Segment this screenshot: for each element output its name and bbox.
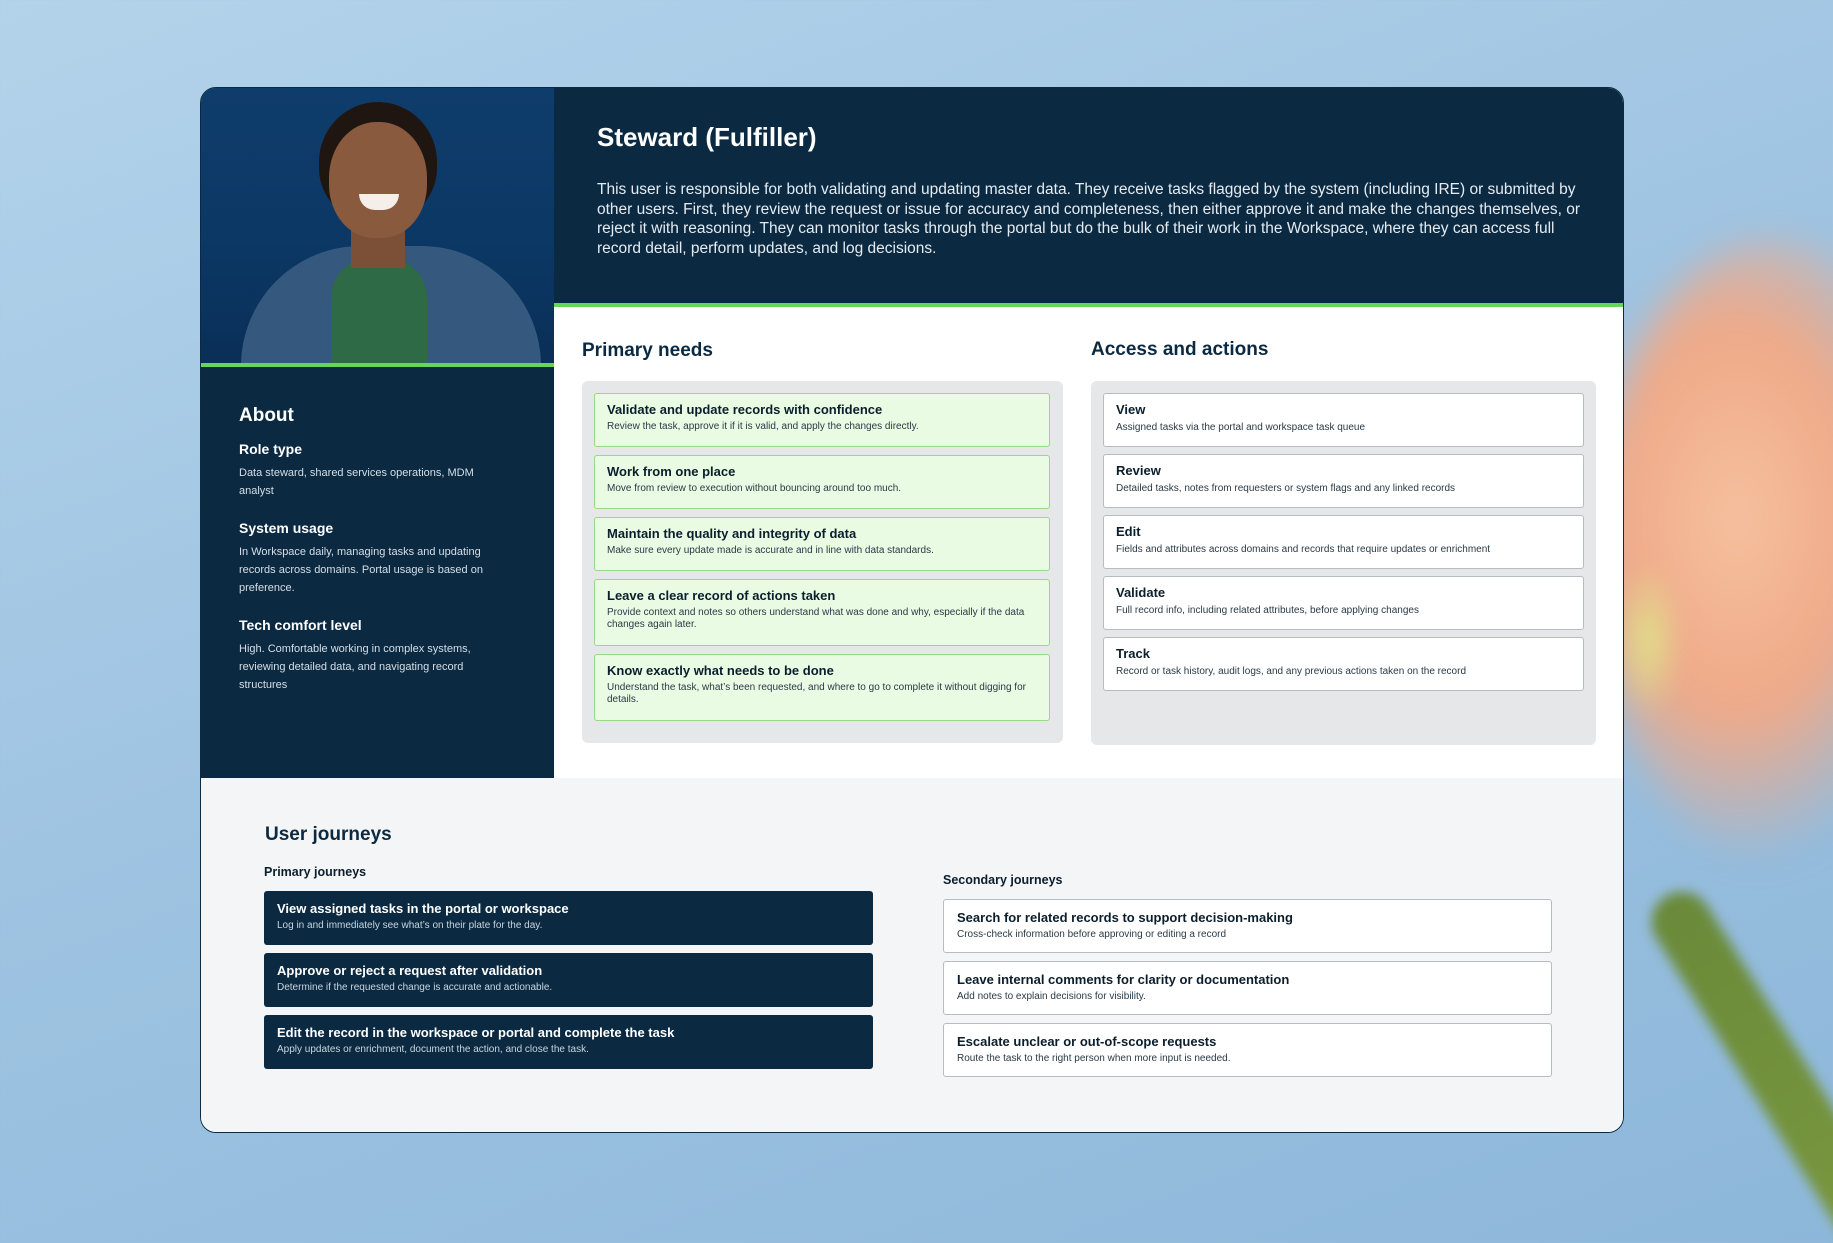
primary-journeys-label: Primary journeys: [264, 865, 367, 879]
need-item: [594, 654, 1050, 721]
role-type-label: Role type: [239, 441, 303, 457]
primary-journey-item: [264, 1015, 873, 1069]
journey-title: Search for related records to support decision-making: [957, 910, 1293, 925]
about-section: [239, 405, 509, 714]
need-title: Know exactly what needs to be done: [607, 663, 834, 678]
user-journeys-heading: User journeys: [265, 824, 392, 845]
journey-desc: Add notes to explain decisions for visibility.: [957, 991, 1146, 1002]
secondary-journey-item: [943, 961, 1552, 1015]
tech-comfort-text: High. Comfortable working in complex systems, reviewing detailed data, and navigating record structures: [239, 643, 471, 691]
access-item-track: [1103, 637, 1584, 691]
access-item-view: [1103, 393, 1584, 447]
need-desc: Understand the task, what’s been requested, and where to go to complete it without digging for details.: [607, 682, 1026, 705]
access-item-edit: [1103, 515, 1584, 569]
primary-journey-item: [264, 891, 873, 945]
primary-needs-list: [582, 381, 1063, 743]
need-item: [594, 455, 1050, 509]
tech-comfort-section: [239, 617, 509, 694]
access-desc: Record or task history, audit logs, and any previous actions taken on the record: [1116, 666, 1467, 677]
system-usage-label: System usage: [239, 520, 334, 536]
tech-comfort-label: Tech comfort level: [239, 617, 362, 633]
role-type-section: [239, 441, 509, 500]
persona-photo: [201, 88, 554, 363]
secondary-journeys-label: Secondary journeys: [943, 873, 1063, 887]
primary-needs-heading: Primary needs: [582, 340, 713, 361]
secondary-journey-item: [943, 1023, 1552, 1077]
access-desc: Full record info, including related attributes, before applying changes: [1116, 605, 1419, 616]
secondary-journey-item: [943, 899, 1552, 953]
journey-title: Escalate unclear or out-of-scope requests: [957, 1034, 1217, 1049]
need-item: [594, 579, 1050, 646]
accent-divider-left: [201, 363, 554, 367]
persona-title: Steward (Fulfiller): [597, 122, 817, 152]
journey-title: Approve or reject a request after validation: [277, 963, 543, 978]
journey-desc: Apply updates or enrichment, document the action, and close the task.: [277, 1044, 589, 1055]
role-type-text: Data steward, shared services operations, MDM analyst: [239, 467, 474, 497]
need-desc: Review the task, approve it if it is valid, and apply the changes directly.: [607, 421, 919, 432]
access-actions-heading: Access and actions: [1091, 339, 1269, 360]
journey-desc: Cross-check information before approving or editing a record: [957, 929, 1227, 940]
access-title: Validate: [1116, 585, 1166, 600]
system-usage-section: [239, 520, 509, 597]
access-desc: Detailed tasks, notes from requesters or system flags and any linked records: [1116, 483, 1456, 494]
background-flower: [1593, 240, 1833, 860]
journey-title: Edit the record in the workspace or portal and complete the task: [277, 1025, 675, 1040]
photo-shirt: [331, 258, 427, 363]
about-heading: About: [239, 405, 294, 426]
journey-desc: Route the task to the right person when more input is needed.: [957, 1053, 1231, 1064]
access-title: Track: [1116, 646, 1150, 661]
system-usage-text: In Workspace daily, managing tasks and updating records across domains. Portal usage is based on preference.: [239, 546, 483, 594]
user-journeys-section: [201, 778, 1624, 1133]
need-title: Maintain the quality and integrity of data: [607, 526, 857, 541]
persona-card: [200, 87, 1624, 1133]
access-desc: Fields and attributes across domains and records that require updates or enrichment: [1116, 544, 1491, 555]
access-title: Review: [1116, 463, 1161, 478]
access-item-validate: [1103, 576, 1584, 630]
need-desc: Make sure every update made is accurate and in line with data standards.: [607, 545, 934, 556]
journey-title: Leave internal comments for clarity or documentation: [957, 972, 1290, 987]
need-item: [594, 393, 1050, 447]
need-title: Validate and update records with confidence: [607, 402, 883, 417]
access-desc: Assigned tasks via the portal and workspace task queue: [1116, 422, 1366, 433]
photo-face: [329, 122, 427, 238]
need-desc: Provide context and notes so others understand what was done and why, especially if the data changes again later.: [607, 607, 1025, 630]
persona-description: This user is responsible for both validating and updating master data. They receive tasks flagged by the system (including IRE) or submitted by other users. First, they review the request or issue for accuracy and completeness, then either approve it and make the changes themselves, or reject it with reasoning. They can monitor tasks through the portal but do the bulk of their work in the Workspace, where they can access full record detail, perform updates, and log decisions.: [597, 181, 1581, 257]
left-panel: [201, 88, 554, 778]
journey-desc: Log in and immediately see what’s on their plate for the day.: [277, 920, 543, 931]
persona-header: [554, 88, 1624, 304]
need-desc: Move from review to execution without bouncing around too much.: [607, 483, 902, 494]
access-title: View: [1116, 402, 1146, 417]
access-item-review: [1103, 454, 1584, 508]
need-title: Leave a clear record of actions taken: [607, 588, 836, 603]
primary-journey-item: [264, 953, 873, 1007]
access-title: Edit: [1116, 524, 1141, 539]
background-stem: [1640, 881, 1833, 1243]
need-item: [594, 517, 1050, 571]
need-title: Work from one place: [607, 464, 736, 479]
journey-title: View assigned tasks in the portal or workspace: [277, 901, 569, 916]
journey-desc: Determine if the requested change is accurate and actionable.: [277, 982, 553, 993]
needs-actions-section: [554, 307, 1624, 778]
access-actions-list: [1091, 381, 1596, 745]
